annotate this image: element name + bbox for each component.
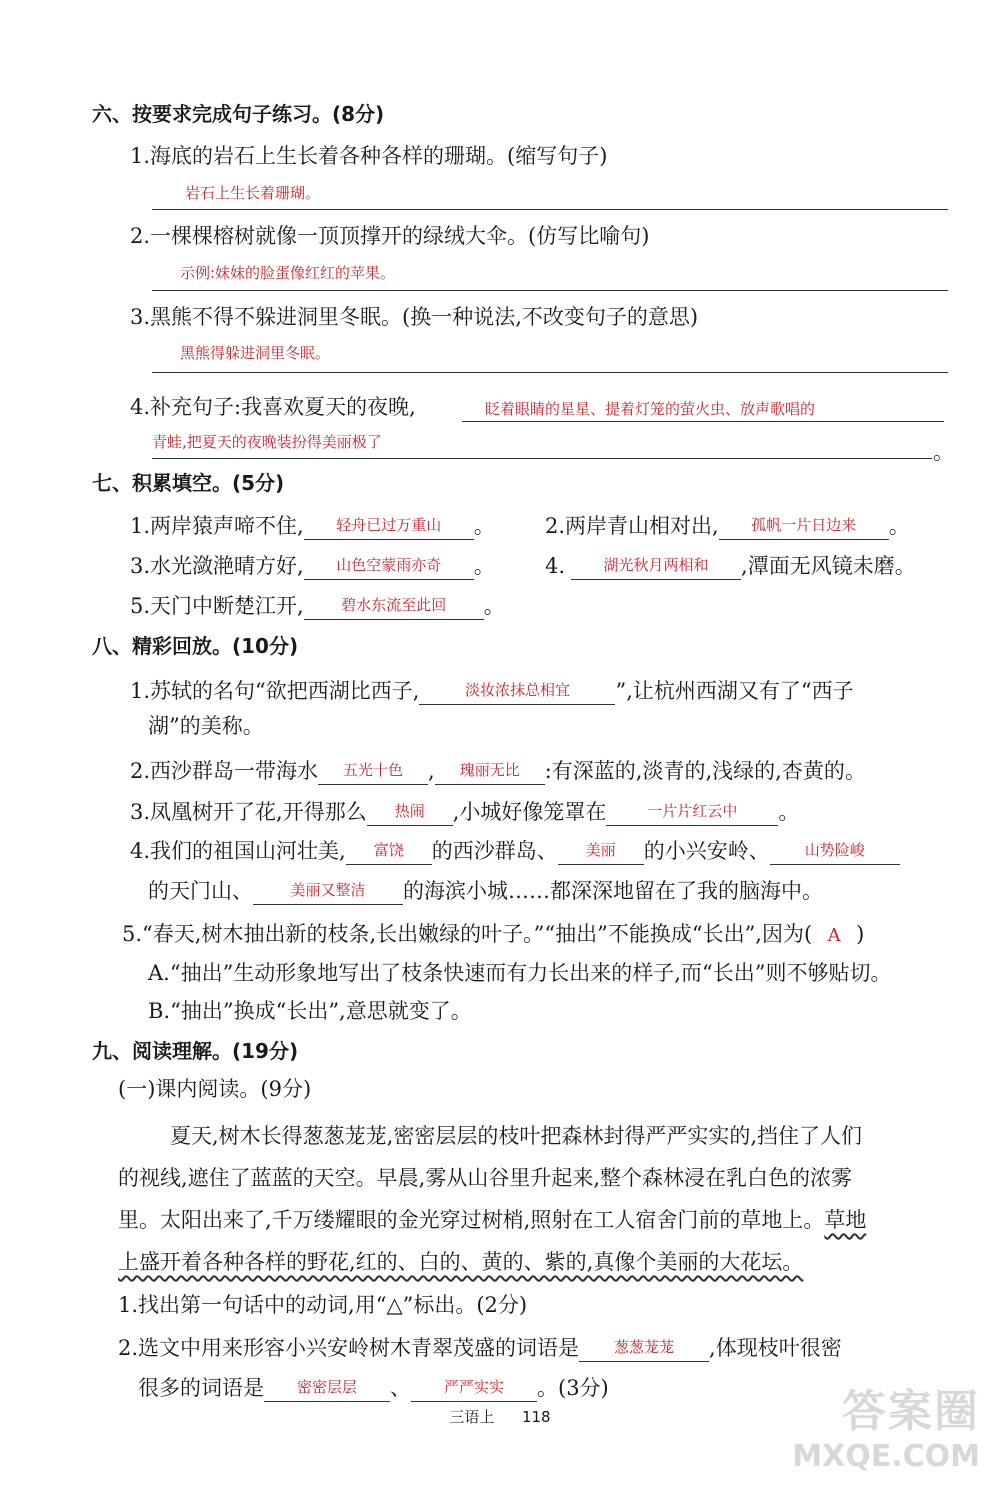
s8-q5-end: ) <box>856 922 865 946</box>
watermark-logo <box>792 1375 980 1474</box>
s8-answer-2a: 五光十色 <box>343 761 404 779</box>
s7-q2 <box>545 511 910 540</box>
footer-label: 三语上 <box>449 1408 495 1426</box>
s8-option-a: A.“抽出”生动形象地写出了枝条快速而有力长出来的样子,而“长出”则不够贴切。 <box>148 961 892 985</box>
s6-q1: 1.海底的岩石上生长着各种各样的珊瑚。(缩写句子) <box>130 144 608 168</box>
s8-q2 <box>130 756 866 785</box>
s8-option-b: B.“抽出”换成“长出”,意思就变了。 <box>148 999 472 1023</box>
blank <box>411 1373 537 1402</box>
watermark-text-top: 答案圈 <box>842 1386 980 1437</box>
s9-q1: 1.找出第一句话中的动词,用“△”标出。(2分) <box>118 1293 528 1317</box>
s8-answer-4b: 美丽 <box>585 841 616 859</box>
answer-line <box>152 372 948 373</box>
s7-q5-text: 5.天门中断楚江开, <box>130 594 304 618</box>
section-9-title: 九、阅读理解。(19分) <box>92 1039 299 1063</box>
s8-q3-end: 。 <box>778 800 800 824</box>
s8-answer-4a: 富饶 <box>373 841 404 859</box>
s8-answer-5: A <box>827 925 841 946</box>
s6-answer-4b: 青蛙,把夏天的夜晚装扮得美丽极了 <box>152 433 382 451</box>
s8-q4 <box>130 836 900 865</box>
s8-q3-text-a: 3.凤凰树开了花,开得那么 <box>130 800 367 824</box>
s6-q4: 4.补充句子:我喜欢夏天的夜晚, <box>130 395 416 419</box>
s7-q5-end: 。 <box>483 594 505 618</box>
s8-q1-text-a: 1.苏轼的名句“欲把西湖比西子, <box>130 679 420 703</box>
passage-line-1: 夏天,树木长得葱葱茏茏,密密层层的枝叶把森林封得严严实实的,挡住了人们 <box>170 1124 863 1148</box>
passage-line-3 <box>118 1206 866 1234</box>
s7-q2-text: 2.两岸青山相对出, <box>545 514 719 538</box>
s7-q5 <box>130 591 505 620</box>
passage-line-3-text: 里。太阳出来了,千万缕耀眼的金光穿过树梢,照射在工人宿舍门前的草地上。 <box>118 1208 825 1232</box>
s8-q4-text-e: 的海滨小城……都深深地留在了我的脑海中。 <box>403 879 823 903</box>
s9-answer-2a: 葱葱茏茏 <box>614 1338 675 1356</box>
section-8-title: 八、精彩回放。(10分) <box>92 634 299 658</box>
s7-answer-5: 碧水东流至此回 <box>341 596 447 614</box>
blank <box>346 836 432 865</box>
choice-blank <box>812 920 856 950</box>
s8-q2-text-a: 2.西沙群岛一带海水 <box>130 759 319 783</box>
s6-answer-1: 岩石上生长着珊瑚。 <box>185 184 321 202</box>
s9-answer-2b: 密密层层 <box>296 1378 358 1396</box>
answer-line <box>152 209 948 210</box>
blank <box>318 756 428 785</box>
blank <box>304 591 484 620</box>
watermark-text-bottom: MXQE.COM <box>792 1439 980 1474</box>
s8-answer-1: 淡妆浓抹总相宜 <box>464 681 570 699</box>
blank <box>435 756 545 785</box>
s7-q1 <box>130 511 495 540</box>
s8-answer-3a: 热闹 <box>394 802 425 820</box>
s8-q5 <box>122 920 864 950</box>
s6-q2: 2.一棵棵榕树就像一顶顶撑开的绿绒大伞。(仿写比喻句) <box>130 224 650 248</box>
page-number: 118 <box>521 1408 551 1426</box>
s8-q1 <box>130 676 854 705</box>
s7-answer-3: 山色空蒙雨亦奇 <box>336 556 442 574</box>
s9-q2-text-b: ,体现枝叶很密 <box>709 1336 842 1360</box>
answer-line <box>152 290 948 291</box>
s6-answer-4a: 眨着眼睛的星星、提着灯笼的萤火虫、放声歌唱的 <box>485 400 816 418</box>
s6-answer-2: 示例:妹妹的脸蛋像红红的苹果。 <box>180 264 396 282</box>
s7-q4-end: ,潭面无风镜未磨。 <box>741 554 916 578</box>
blank <box>770 836 900 865</box>
blank <box>558 836 644 865</box>
s9-q2-sep: 、 <box>390 1376 411 1400</box>
passage-line-4 <box>118 1248 803 1276</box>
s8-q1-text-b: ”,让杭州西湖又有了“西子 <box>615 679 854 703</box>
s6-answer-3: 黑熊得躲进洞里冬眠。 <box>180 344 331 362</box>
blank <box>571 551 741 580</box>
s7-q3-end: 。 <box>473 554 495 578</box>
s7-answer-4: 湖光秋月两相和 <box>603 556 709 574</box>
section-7-title: 七、积累填空。(5分) <box>92 471 285 495</box>
blank <box>304 511 474 540</box>
s7-q4 <box>545 551 916 580</box>
s8-answer-4d: 美丽又整洁 <box>290 881 366 899</box>
s8-answer-4c: 山势险峻 <box>804 841 865 859</box>
s8-q4-text-d: 的天门山、 <box>148 879 253 903</box>
s8-q1-cont: 湖”的美称。 <box>148 714 264 738</box>
s7-q1-end: 。 <box>473 514 495 538</box>
s8-q4-text-c: 的小兴安岭、 <box>643 839 770 863</box>
passage-underlined-sentence: 上盛开着各种各样的野花,红的、白的、黄的、紫的,真像个美丽的大花坛。 <box>118 1250 804 1274</box>
answer-line <box>462 421 944 422</box>
blank <box>253 876 403 905</box>
s7-q2-end: 。 <box>888 514 910 538</box>
s7-q4-text: 4. <box>545 554 566 578</box>
s8-q2-text-b: :有深蓝的,淡青的,浅绿的,杏黄的。 <box>544 759 866 783</box>
s8-q4-text-a: 4.我们的祖国山河壮美, <box>130 839 346 863</box>
s6-q3: 3.黑熊不得不躲进洞里冬眠。(换一种说法,不改变句子的意思) <box>130 305 699 329</box>
passage-underlined-start: 草地 <box>824 1208 867 1232</box>
blank <box>419 676 615 705</box>
blank <box>579 1333 709 1362</box>
blank <box>304 551 474 580</box>
s7-answer-2: 孤帆一片日边来 <box>751 516 857 534</box>
s7-answer-1: 轻舟已过万重山 <box>336 516 442 534</box>
passage-line-2: 的视线,遮住了蓝蓝的天空。早晨,雾从山谷里升起来,整个森林浸在乳白色的浓雾 <box>118 1166 853 1190</box>
s8-answer-3b: 一片片红云中 <box>647 802 738 820</box>
section-6-title: 六、按要求完成句子练习。(8分) <box>92 102 385 126</box>
answer-line <box>152 458 932 459</box>
s8-q4-text-b: 的西沙群岛、 <box>431 839 558 863</box>
s9-q2-end: 。(3分) <box>537 1376 609 1400</box>
s7-q3 <box>130 551 495 580</box>
s9-q2-text-c: 很多的词语是 <box>138 1376 264 1400</box>
s8-q3-text-b: ,小城好像笼罩在 <box>452 800 607 824</box>
blank <box>264 1373 390 1402</box>
blank <box>606 797 778 826</box>
blank <box>367 797 453 826</box>
s7-q3-text: 3.水光潋滟晴方好, <box>130 554 304 578</box>
s8-q2-sep: , <box>428 759 435 783</box>
s8-q5-text: 5.“春天,树木抽出新的枝条,长出嫩绿的叶子。”“抽出”不能换成“长出”,因为( <box>122 922 813 946</box>
s8-answer-2b: 瑰丽无比 <box>459 761 520 779</box>
s8-q3 <box>130 797 799 826</box>
s9-q2-cont <box>138 1373 609 1402</box>
s9-q2-text-a: 2.选文中用来形容小兴安岭树木青翠茂盛的词语是 <box>118 1336 580 1360</box>
blank <box>719 511 889 540</box>
s7-q1-text: 1.两岸猿声啼不住, <box>130 514 304 538</box>
s9-subtitle: (一)课内阅读。(9分) <box>118 1077 312 1101</box>
s9-answer-2c: 严严实实 <box>443 1378 505 1396</box>
s8-q4-cont <box>148 876 823 905</box>
s6-q4-end: 。 <box>933 440 954 464</box>
s9-q2 <box>118 1333 842 1362</box>
